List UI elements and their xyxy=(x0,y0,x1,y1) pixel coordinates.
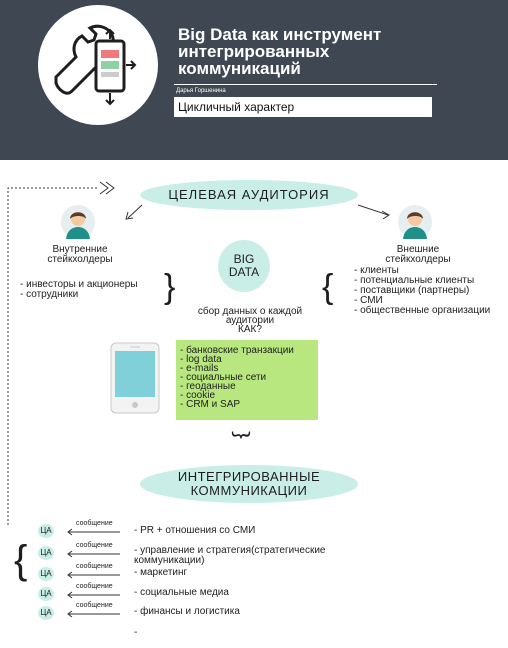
internal-stakeholders-label: Внутренние стейкхолдеры xyxy=(47,244,113,265)
list-item: - СМИ xyxy=(354,295,383,306)
list-item: - сотрудники xyxy=(20,289,79,300)
message-label: сообщение xyxy=(76,542,113,549)
message-label: сообщение xyxy=(76,563,113,570)
person-icon xyxy=(61,205,95,239)
big-data-circle: BIG DATA xyxy=(218,240,270,292)
arrow-left-icon xyxy=(66,571,120,579)
message-label: сообщение xyxy=(76,602,113,609)
arrow-left-icon xyxy=(66,591,120,599)
list-item: - потенциальные клиенты xyxy=(354,275,475,286)
internal-stakeholders-list xyxy=(20,280,140,300)
external-stakeholders-list xyxy=(354,266,504,316)
wrench-phone-icon xyxy=(38,5,158,125)
communication-item: - финансы и логистика xyxy=(134,606,240,617)
ca-badge: ЦА xyxy=(38,546,54,560)
page-title: Big Data как инструмент интегрированных коммуникаций xyxy=(178,25,382,78)
title-divider xyxy=(174,84,437,85)
brace-left: } xyxy=(164,268,176,306)
list-item: - клиенты xyxy=(354,265,399,276)
tablet-icon xyxy=(110,342,160,414)
list-item: - геоданные xyxy=(180,381,236,392)
message-label: сообщение xyxy=(76,520,113,527)
message-label: сообщение xyxy=(76,583,113,590)
how-label: КАК? xyxy=(238,324,262,335)
brace-right: { xyxy=(322,268,334,306)
subtitle-box: Цикличный характер xyxy=(174,97,432,117)
ca-badge: ЦА xyxy=(38,567,54,581)
ca-badge: ЦА xyxy=(38,524,54,538)
ca-badge: ЦА xyxy=(38,606,54,620)
collect-text xyxy=(186,307,314,334)
ca-badge: ЦА xyxy=(38,587,54,601)
list-item: - log data xyxy=(180,354,222,365)
logo-circle xyxy=(38,5,158,125)
list-item: - инвесторы и акционеры xyxy=(20,279,138,290)
target-audience-pill: ЦЕЛЕВАЯ АУДИТОРИЯ xyxy=(140,180,358,210)
communication-item: - маркетинг xyxy=(134,567,188,578)
list-item: - cookie xyxy=(180,390,216,401)
author-name: Дарья Горшенина xyxy=(176,88,226,94)
communication-item: - социальные медиа xyxy=(134,587,229,598)
person-icon xyxy=(398,205,432,239)
arrow-left-icon xyxy=(66,610,120,618)
list-item: - общественные организации xyxy=(354,305,491,316)
arrow-left-icon xyxy=(66,528,120,536)
arrow-left-icon xyxy=(66,550,120,558)
communication-item: - PR + отношения со СМИ xyxy=(134,525,256,536)
brace-communications: { xyxy=(14,538,28,582)
list-item: - e-mails xyxy=(180,363,219,374)
communication-item: - управление и стратегия(стратегические коммуникации) xyxy=(134,545,326,566)
brace-bottom: ︸ xyxy=(232,432,250,452)
list-item: - CRM и SAP xyxy=(180,399,241,410)
list-item: - поставщики (партнеры) xyxy=(354,285,470,296)
collect-label: сбор данных о каждой аудитории xyxy=(197,306,303,326)
data-sources-list xyxy=(180,346,320,409)
list-item: - банковские транзакции xyxy=(180,345,294,356)
communication-item: - xyxy=(134,627,138,638)
external-stakeholders-label: Внешние стейкхолдеры xyxy=(385,244,451,265)
list-item: - социальные сети xyxy=(180,372,267,383)
integrated-communications-pill: ИНТЕГРИРОВАННЫЕ КОММУНИКАЦИИ xyxy=(140,465,358,503)
